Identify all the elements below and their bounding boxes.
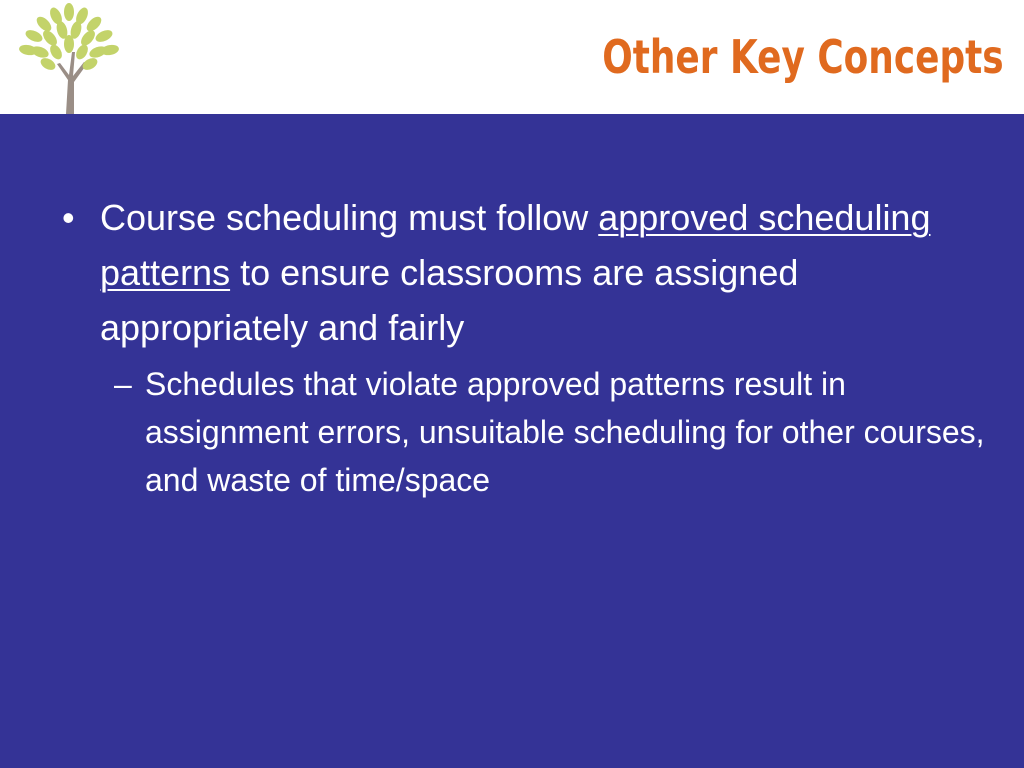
- bullet-text-before: Course scheduling must follow: [100, 197, 599, 238]
- slide-header: [0, 0, 1024, 114]
- bullet-underlined-text: approved scheduling patterns: [100, 197, 931, 293]
- slide-title: Other Key Concepts: [602, 30, 1004, 84]
- bullet-text-after: to ensure classrooms are assigned appropriately and fairly: [100, 252, 799, 348]
- bullet-marker: •: [62, 197, 75, 238]
- tree-icon: [12, 2, 126, 114]
- bullet-text: [100, 190, 960, 355]
- sub-bullet-marker: –: [114, 366, 132, 402]
- sub-bullet-text: Schedules that violate approved patterns result in assignment errors, unsuitable scheduling for other courses, and waste of time/space: [145, 366, 985, 498]
- slide-content: [0, 114, 1024, 768]
